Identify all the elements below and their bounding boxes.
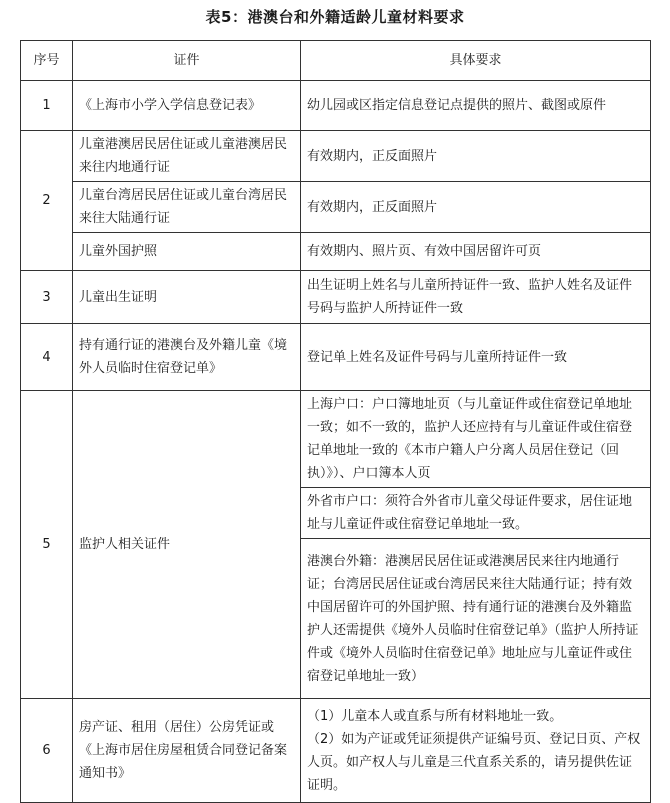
row-number: 5	[21, 391, 73, 699]
table-row	[21, 182, 651, 233]
header-no: 序号	[21, 41, 73, 81]
row-number: 2	[21, 131, 73, 271]
row-number: 4	[21, 324, 73, 391]
requirement-line: （2）如为产证或凭证须提供产证编号页、登记日页、产权人页。如产权人与儿童是三代直系关系的，请另提供佐证证明。	[307, 731, 641, 793]
requirement-cell: 有效期内、照片页、有效中国居留许可页	[301, 233, 651, 271]
table-title: 表5：港澳台和外籍适龄儿童材料要求	[205, 8, 465, 26]
document-cell: 儿童台湾居民居住证或儿童台湾居民来往大陆通行证	[73, 182, 301, 233]
document-cell: 监护人相关证件	[73, 391, 301, 699]
requirement-cell: 出生证明上姓名与儿童所持证件一致、监护人姓名及证件号码与监护人所持证件一致	[301, 271, 651, 324]
materials-table	[20, 40, 651, 803]
table-row	[21, 324, 651, 391]
requirement-cell: 港澳台外籍：港澳居民居住证或港澳居民来往内地通行证；台湾居民居住证或台湾居民来往大陆通行证；持有效中国居留许可的外国护照、持有通行证的港澳台及外籍监护人还需提供《境外人员临时住宿登记单》（监护人所持证件或《境外人员临时住宿登记单》地址应与儿童证件或住宿登记单地址一致）	[301, 539, 651, 699]
requirement-cell	[301, 699, 651, 803]
document-cell: 持有通行证的港澳台及外籍儿童《境外人员临时住宿登记单》	[73, 324, 301, 391]
requirement-cell: 上海户口：户口簿地址页（与儿童证件或住宿登记单地址一致；如不一致的，监护人还应持有与儿童证件或住宿登记单地址一致的《本市户籍人户分离人员居住登记（回执）》）、户口簿本人页	[301, 391, 651, 488]
requirement-cell: 外省市户口：须符合外省市儿童父母证件要求，居住证地址与儿童证件或住宿登记单地址一致。	[301, 488, 651, 539]
table-row	[21, 699, 651, 803]
row-number: 3	[21, 271, 73, 324]
header-doc: 证件	[73, 41, 301, 81]
document-cell: 房产证、租用（居住）公房凭证或《上海市居住房屋租赁合同登记备案通知书》	[73, 699, 301, 803]
table-row	[21, 271, 651, 324]
table-row	[21, 391, 651, 488]
row-number: 1	[21, 81, 73, 131]
requirement-cell: 幼儿园或区指定信息登记点提供的照片、截图或原件	[301, 81, 651, 131]
document-cell: 儿童外国护照	[73, 233, 301, 271]
table-row	[21, 81, 651, 131]
table-row	[21, 233, 651, 271]
document-cell: 儿童出生证明	[73, 271, 301, 324]
document-cell: 《上海市小学入学信息登记表》	[73, 81, 301, 131]
requirement-cell: 登记单上姓名及证件号码与儿童所持证件一致	[301, 324, 651, 391]
table-row	[21, 131, 651, 182]
requirement-line: （1）儿童本人或直系与所有材料地址一致。	[307, 708, 563, 724]
document-cell: 儿童港澳居民居住证或儿童港澳居民来往内地通行证	[73, 131, 301, 182]
header-row	[21, 41, 651, 81]
header-req: 具体要求	[301, 41, 651, 81]
requirement-cell: 有效期内，正反面照片	[301, 182, 651, 233]
row-number: 6	[21, 699, 73, 803]
requirement-cell: 有效期内，正反面照片	[301, 131, 651, 182]
